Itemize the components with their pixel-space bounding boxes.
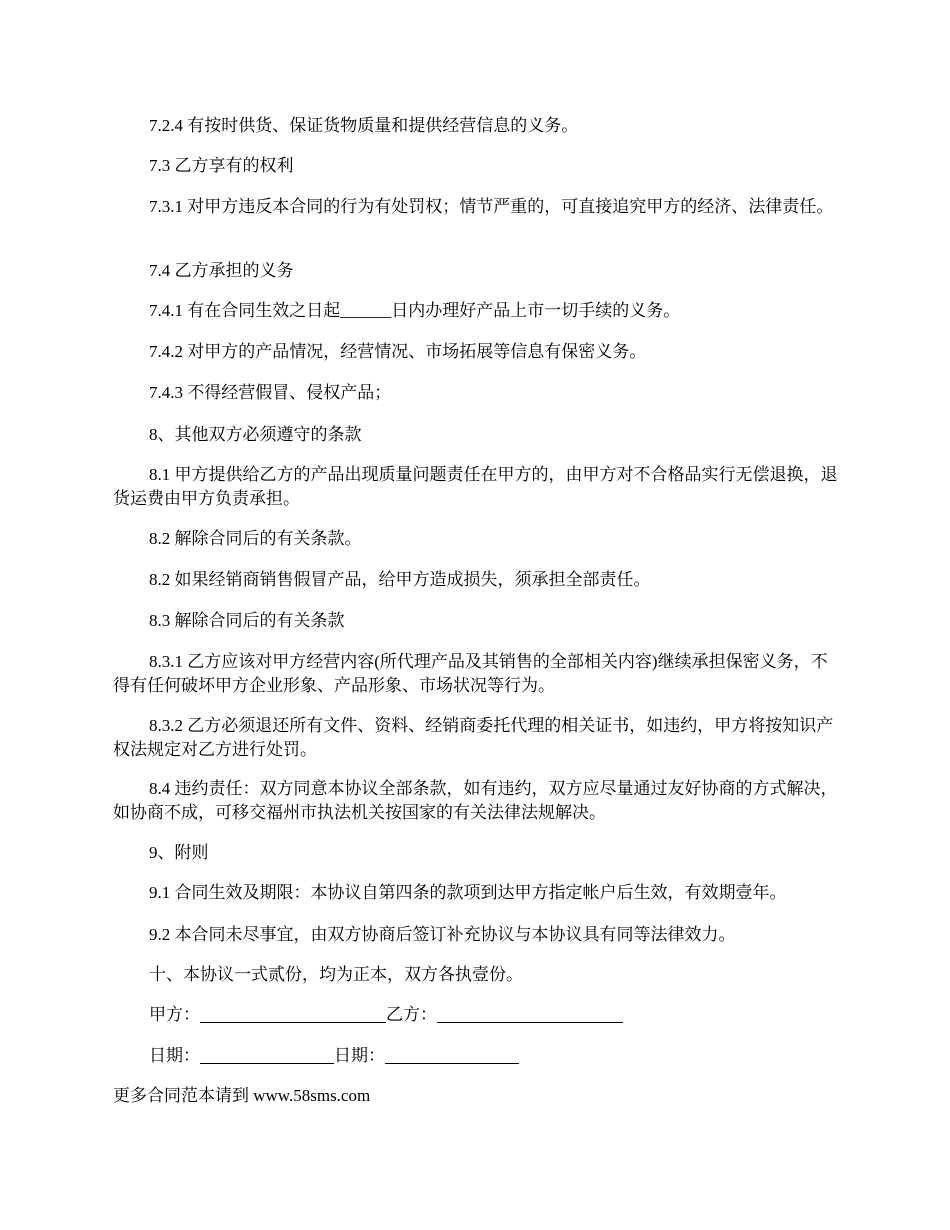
clause-8-3-heading: 8.3 解除合同后的有关条款 bbox=[149, 611, 345, 630]
party-a-label: 甲方： bbox=[149, 1005, 200, 1024]
section-10-clause: 十、本协议一式贰份，均为正本，双方各执壹份。 bbox=[149, 965, 523, 984]
date-a-blank bbox=[200, 1046, 334, 1064]
clause-8-1: 8.1 甲方提供给乙方的产品出现质量问题责任在甲方的，由甲方对不合格品实行无偿退换，退货运费由甲方负责承担。 bbox=[113, 465, 838, 508]
section-9-heading: 9、附则 bbox=[149, 843, 209, 862]
clause-8-3-2: 8.3.2 乙方必须退还所有文件、资料、经销商委托代理的相关证书，如违约，甲方将按知识产权法规定对乙方进行处罚。 bbox=[113, 716, 834, 759]
clause-7-4-1 bbox=[113, 299, 843, 323]
date-line bbox=[113, 1044, 843, 1068]
clause-7-2-4: 7.2.4 有按时供货、保证货物质量和提供经营信息的义务。 bbox=[149, 116, 579, 135]
clause-7-4-3: 7.4.3 不得经营假冒、侵权产品； bbox=[149, 383, 392, 402]
signature-line bbox=[113, 1003, 843, 1027]
clause-8-3-1: 8.3.1 乙方应该对甲方经营内容(所代理产品及其销售的全部相关内容)继续承担保密义务，不得有任何破坏甲方企业形象、产品形象、市场状况等行为。 bbox=[113, 652, 828, 695]
clause-7-4-1-suffix: 日内办理好产品上市一切手续的义务。 bbox=[391, 301, 681, 320]
clause-8-2-a: 8.2 解除合同后的有关条款。 bbox=[149, 529, 362, 548]
days-blank: ______ bbox=[340, 301, 392, 320]
footer-promo: 更多合同范本请到 www.58sms.com bbox=[113, 1086, 371, 1105]
clause-7-3-1: 7.3.1 对甲方违反本合同的行为有处罚权；情节严重的，可直接追究甲方的经济、法律责任。 bbox=[149, 197, 834, 216]
clause-8-4: 8.4 违约责任：双方同意本协议全部条款，如有违约，双方应尽量通过友好协商的方式解决，如协商不成，可移交福州市执法机关按国家的有关法律法规解决。 bbox=[113, 779, 838, 822]
clause-7-4-heading: 7.4 乙方承担的义务 bbox=[149, 261, 294, 280]
party-b-blank bbox=[437, 1005, 623, 1023]
date-label-b: 日期： bbox=[334, 1046, 385, 1065]
clause-9-2: 9.2 本合同未尽事宜，由双方协商后签订补充协议与本协议具有同等法律效力。 bbox=[149, 925, 736, 944]
party-a-blank bbox=[200, 1005, 386, 1023]
clause-8-2-b: 8.2 如果经销商销售假冒产品，给甲方造成损失，须承担全部责任。 bbox=[149, 570, 651, 589]
clause-7-4-2: 7.4.2 对甲方的产品情况，经营情况、市场拓展等信息有保密义务。 bbox=[149, 342, 647, 361]
date-label-a: 日期： bbox=[149, 1046, 200, 1065]
section-8-heading: 8、其他双方必须遵守的条款 bbox=[149, 425, 362, 444]
date-b-blank bbox=[385, 1046, 519, 1064]
party-b-label: 乙方： bbox=[386, 1005, 437, 1024]
clause-7-3-heading: 7.3 乙方享有的权利 bbox=[149, 156, 294, 175]
clause-9-1: 9.1 合同生效及期限：本协议自第四条的款项到达甲方指定帐户后生效，有效期壹年。 bbox=[149, 883, 787, 902]
clause-7-4-1-prefix: 7.4.1 有在合同生效之日起 bbox=[149, 301, 341, 320]
